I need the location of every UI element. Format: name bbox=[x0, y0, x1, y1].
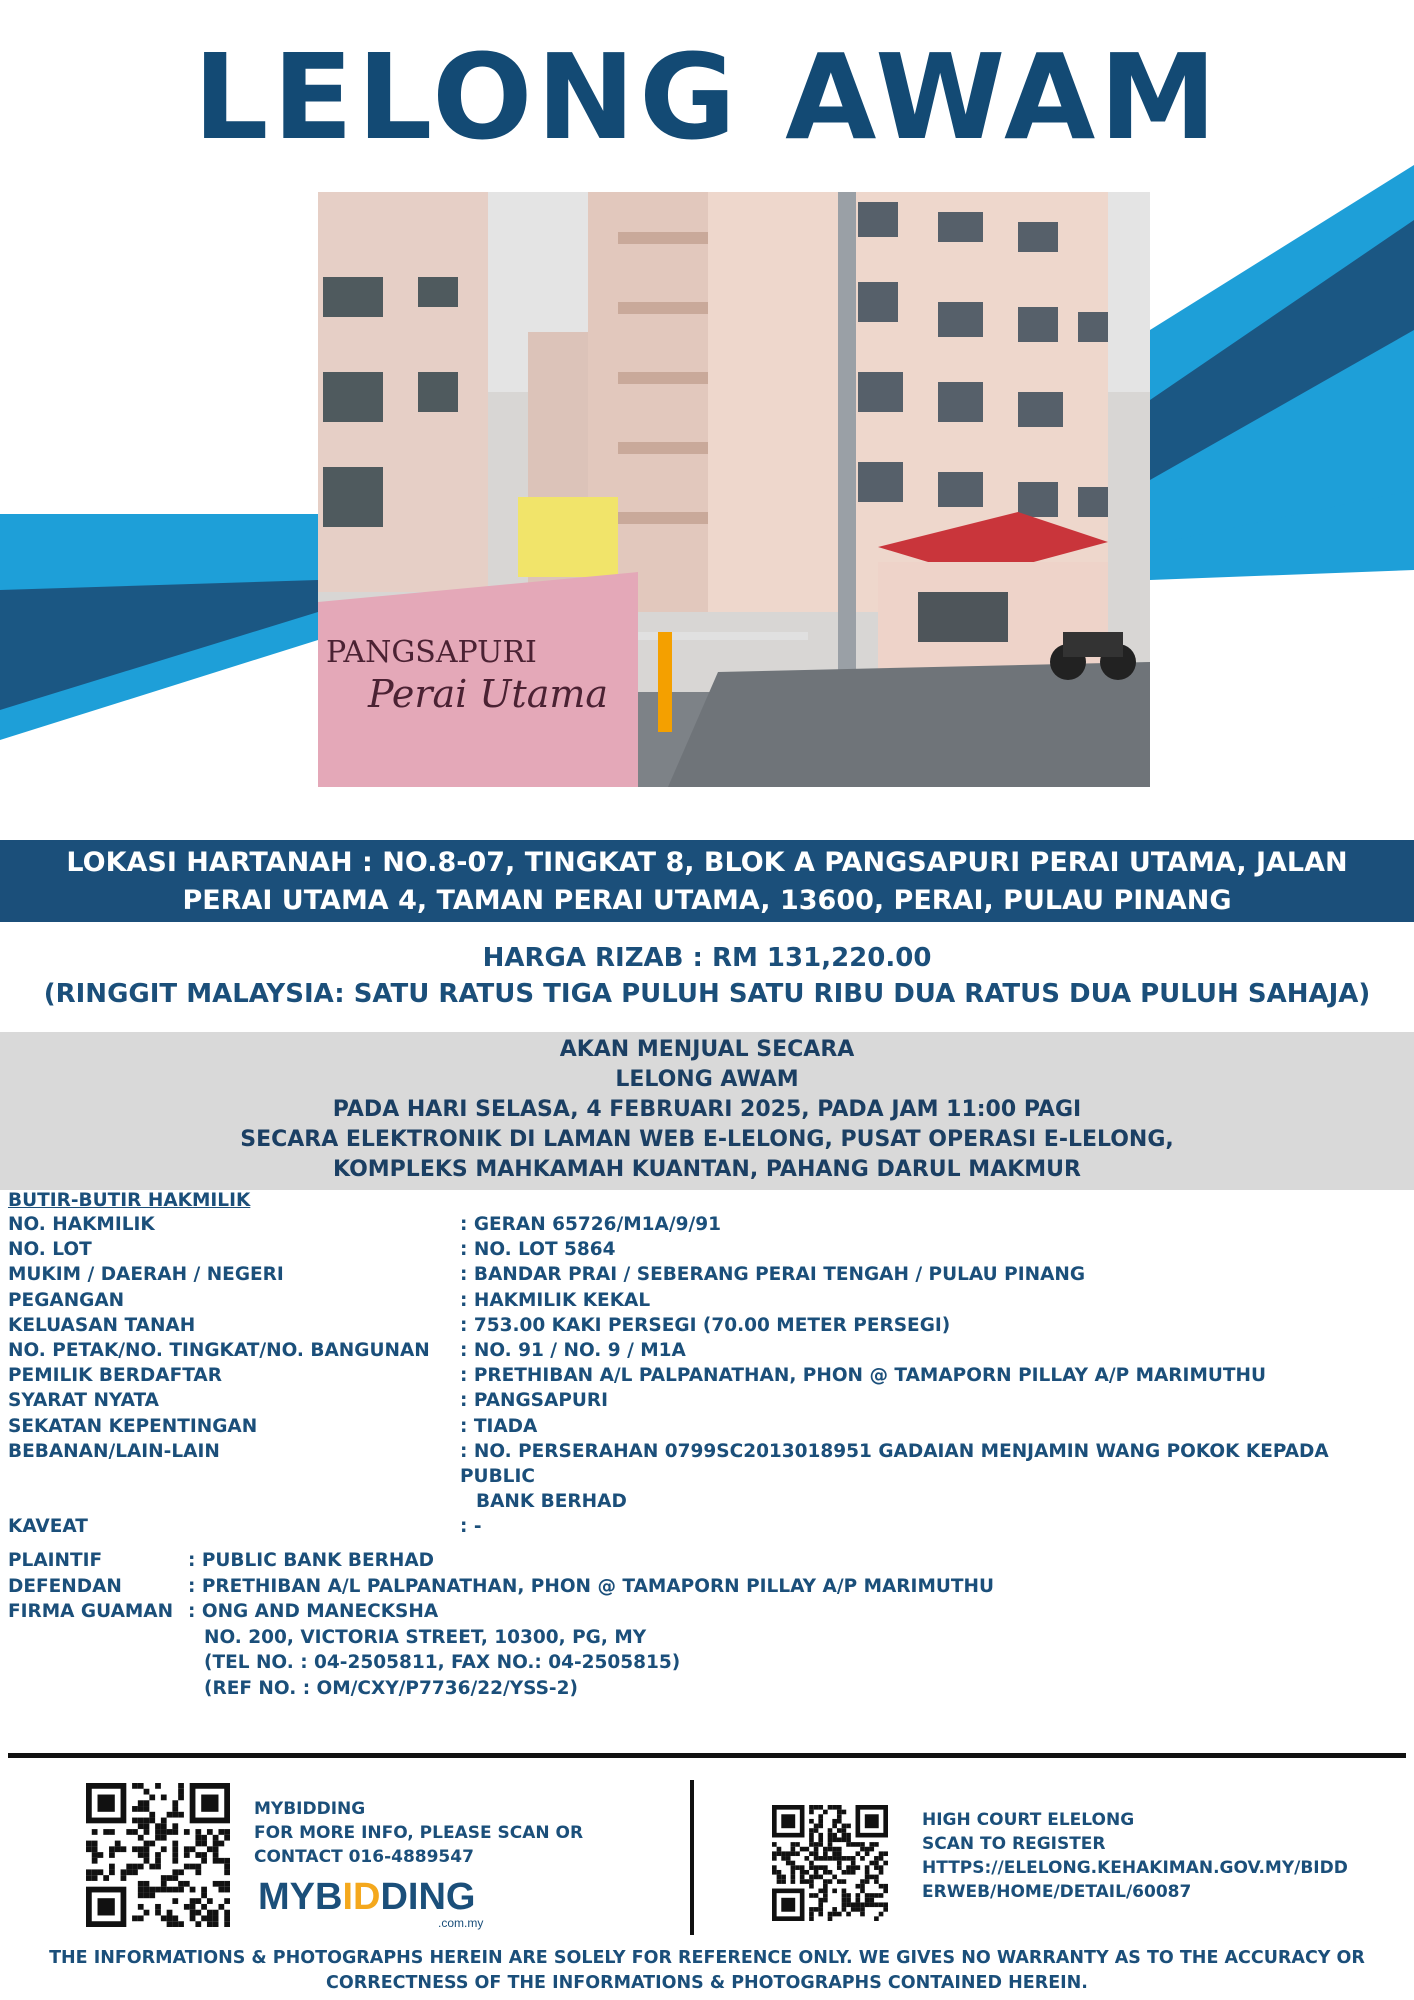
mybidding-info: FOR MORE INFO, PLEASE SCAN OR bbox=[254, 1823, 584, 1843]
detail-value: : GERAN 65726/M1A/9/91 bbox=[460, 1214, 721, 1235]
mybidding-logo: MYBIDDING bbox=[258, 1876, 476, 1918]
detail-label: SYARAT NYATA bbox=[8, 1390, 159, 1412]
auction-line: KOMPLEKS MAHKAMAH KUANTAN, PAHANG DARUL MAKMUR bbox=[333, 1157, 1081, 1182]
defendant-value: : PRETHIBAN A/L PALPANATHAN, PHON @ TAMAPORN PILLAY A/P MARIMUTHU bbox=[188, 1575, 994, 1597]
auction-details-band bbox=[0, 1032, 1414, 1190]
parties-section bbox=[8, 1548, 1408, 1701]
law-firm-label: FIRMA GUAMAN bbox=[8, 1601, 174, 1622]
detail-row bbox=[8, 1338, 1408, 1363]
elelong-qr-code[interactable] bbox=[772, 1805, 888, 1921]
reserve-price-block bbox=[0, 940, 1414, 1012]
detail-value: : BANDAR PRAI / SEBERANG PERAI TENGAH / PULAU PINANG bbox=[460, 1264, 1086, 1286]
page-title: LELONG AWAM bbox=[193, 28, 1221, 166]
detail-label: BEBANAN/LAIN-LAIN bbox=[8, 1440, 220, 1462]
mybidding-contact bbox=[254, 1797, 583, 1869]
law-firm-details bbox=[188, 1599, 1408, 1701]
detail-value: : PANGSAPURI bbox=[460, 1390, 609, 1412]
plaintiff-label: PLAINTIF bbox=[8, 1550, 103, 1571]
location-band bbox=[0, 840, 1414, 922]
auction-line: LELONG AWAM bbox=[615, 1067, 799, 1092]
footer-vertical-divider bbox=[690, 1780, 694, 1935]
detail-row bbox=[8, 1388, 1408, 1413]
detail-value: : NO. LOT 5864 bbox=[460, 1239, 616, 1261]
plaintiff-row bbox=[8, 1548, 1408, 1574]
detail-label: NO. LOT bbox=[8, 1239, 92, 1261]
detail-row bbox=[8, 1212, 1408, 1237]
mybidding-qr-code[interactable] bbox=[86, 1783, 230, 1927]
reserve-price-words: (RINGGIT MALAYSIA: SATU RATUS TIGA PULUH SATU RIBU DUA RATUS DUA PULUH SAHAJA) bbox=[43, 979, 1371, 1009]
footer-divider bbox=[8, 1753, 1406, 1758]
disclaimer bbox=[40, 1946, 1374, 1996]
building-sign-text: PANGSAPURI bbox=[326, 635, 537, 670]
detail-row bbox=[8, 1262, 1408, 1287]
detail-value: : TIADA bbox=[460, 1415, 538, 1437]
auction-line: AKAN MENJUAL SECARA bbox=[559, 1037, 855, 1062]
details-heading: BUTIR-BUTIR HAKMILIK bbox=[8, 1190, 251, 1211]
detail-row bbox=[8, 1288, 1408, 1313]
detail-value: : HAKMILIK KEKAL bbox=[460, 1289, 651, 1311]
location-line-2: PERAI UTAMA 4, TAMAN PERAI UTAMA, 13600, PERAI, PULAU PINANG bbox=[182, 885, 1232, 916]
mybidding-phone[interactable]: CONTACT 016-4889547 bbox=[254, 1847, 474, 1867]
svg-text:Perai Utama: Perai Utama bbox=[368, 672, 609, 716]
detail-row bbox=[8, 1313, 1408, 1338]
detail-row bbox=[8, 1237, 1408, 1262]
detail-label: KAVEAT bbox=[8, 1516, 88, 1538]
elelong-title: HIGH COURT ELELONG bbox=[922, 1810, 1135, 1830]
elelong-url-cont[interactable]: ERWEB/HOME/DETAIL/60087 bbox=[922, 1882, 1192, 1902]
title-details bbox=[8, 1190, 1408, 1540]
auction-date-line: PADA HARI SELASA, 4 FEBRUARI 2025, PADA JAM 11:00 PAGI bbox=[332, 1097, 1082, 1122]
detail-value: : - bbox=[460, 1516, 482, 1538]
detail-label: NO. PETAK/NO. TINGKAT/NO. BANGUNAN bbox=[8, 1340, 430, 1362]
law-firm-ref: (REF NO. : OM/CXY/P7736/22/YSS-2) bbox=[204, 1677, 578, 1699]
detail-label: MUKIM / DAERAH / NEGERI bbox=[8, 1264, 284, 1286]
detail-row bbox=[8, 1514, 1408, 1539]
detail-value: : NO. 91 / NO. 9 / M1A bbox=[460, 1340, 686, 1362]
detail-value-line: BANK BERHAD bbox=[476, 1491, 627, 1513]
law-firm-row bbox=[8, 1599, 1408, 1701]
elelong-url[interactable]: HTTPS://ELELONG.KEHAKIMAN.GOV.MY/BIDD bbox=[922, 1858, 1348, 1878]
mybidding-name: MYBIDDING bbox=[254, 1799, 366, 1819]
location-line-1: LOKASI HARTANAH : NO.8-07, TINGKAT 8, BLOK A PANGSAPURI PERAI UTAMA, JALAN bbox=[66, 847, 1348, 878]
law-firm-phone: (TEL NO. : 04-2505811, FAX NO.: 04-2505815) bbox=[204, 1652, 681, 1673]
detail-value-line: : NO. PERSERAHAN 0799SC2013018951 GADAIAN MENJAMIN WANG POKOK KEPADA PUBLIC bbox=[460, 1440, 1329, 1488]
detail-label: PEMILIK BERDAFTAR bbox=[8, 1365, 222, 1387]
detail-label: NO. HAKMILIK bbox=[8, 1214, 155, 1235]
property-photo bbox=[318, 192, 1150, 787]
detail-label: PEGANGAN bbox=[8, 1289, 125, 1311]
plaintiff-value: : PUBLIC BANK BERHAD bbox=[188, 1550, 435, 1571]
disclaimer-line: CORRECTNESS OF THE INFORMATIONS & PHOTOGRAPHS CONTAINED HEREIN. bbox=[326, 1973, 1088, 1993]
defendant-label: DEFENDAN bbox=[8, 1575, 122, 1597]
auction-line: SECARA ELEKTRONIK DI LAMAN WEB E-LELONG, PUSAT OPERASI E-LELONG, bbox=[240, 1127, 1174, 1152]
detail-row bbox=[8, 1414, 1408, 1439]
mybidding-logo-domain: .com.my bbox=[438, 1916, 484, 1930]
detail-row bbox=[8, 1363, 1408, 1388]
disclaimer-line: THE INFORMATIONS & PHOTOGRAPHS HEREIN ARE SOLELY FOR REFERENCE ONLY. WE GIVES NO WARRANTY AS TO THE ACCURACY OR bbox=[49, 1948, 1365, 1968]
detail-row bbox=[8, 1439, 1408, 1515]
elelong-info bbox=[922, 1808, 1348, 1904]
reserve-price: HARGA RIZAB : RM 131,220.00 bbox=[482, 943, 932, 973]
detail-label: SEKATAN KEPENTINGAN bbox=[8, 1415, 258, 1437]
law-firm-name: : ONG AND MANECKSHA bbox=[188, 1601, 439, 1622]
detail-value: : 753.00 KAKI PERSEGI (70.00 METER PERSEGI) bbox=[460, 1314, 951, 1336]
detail-value: : PRETHIBAN A/L PALPANATHAN, PHON @ TAMAPORN PILLAY A/P MARIMUTHU bbox=[460, 1365, 1266, 1387]
detail-label: KELUASAN TANAH bbox=[8, 1314, 196, 1336]
law-firm-address: NO. 200, VICTORIA STREET, 10300, PG, MY bbox=[204, 1626, 647, 1648]
defendant-row bbox=[8, 1574, 1408, 1600]
detail-value bbox=[460, 1439, 1408, 1515]
elelong-scan: SCAN TO REGISTER bbox=[922, 1834, 1106, 1854]
